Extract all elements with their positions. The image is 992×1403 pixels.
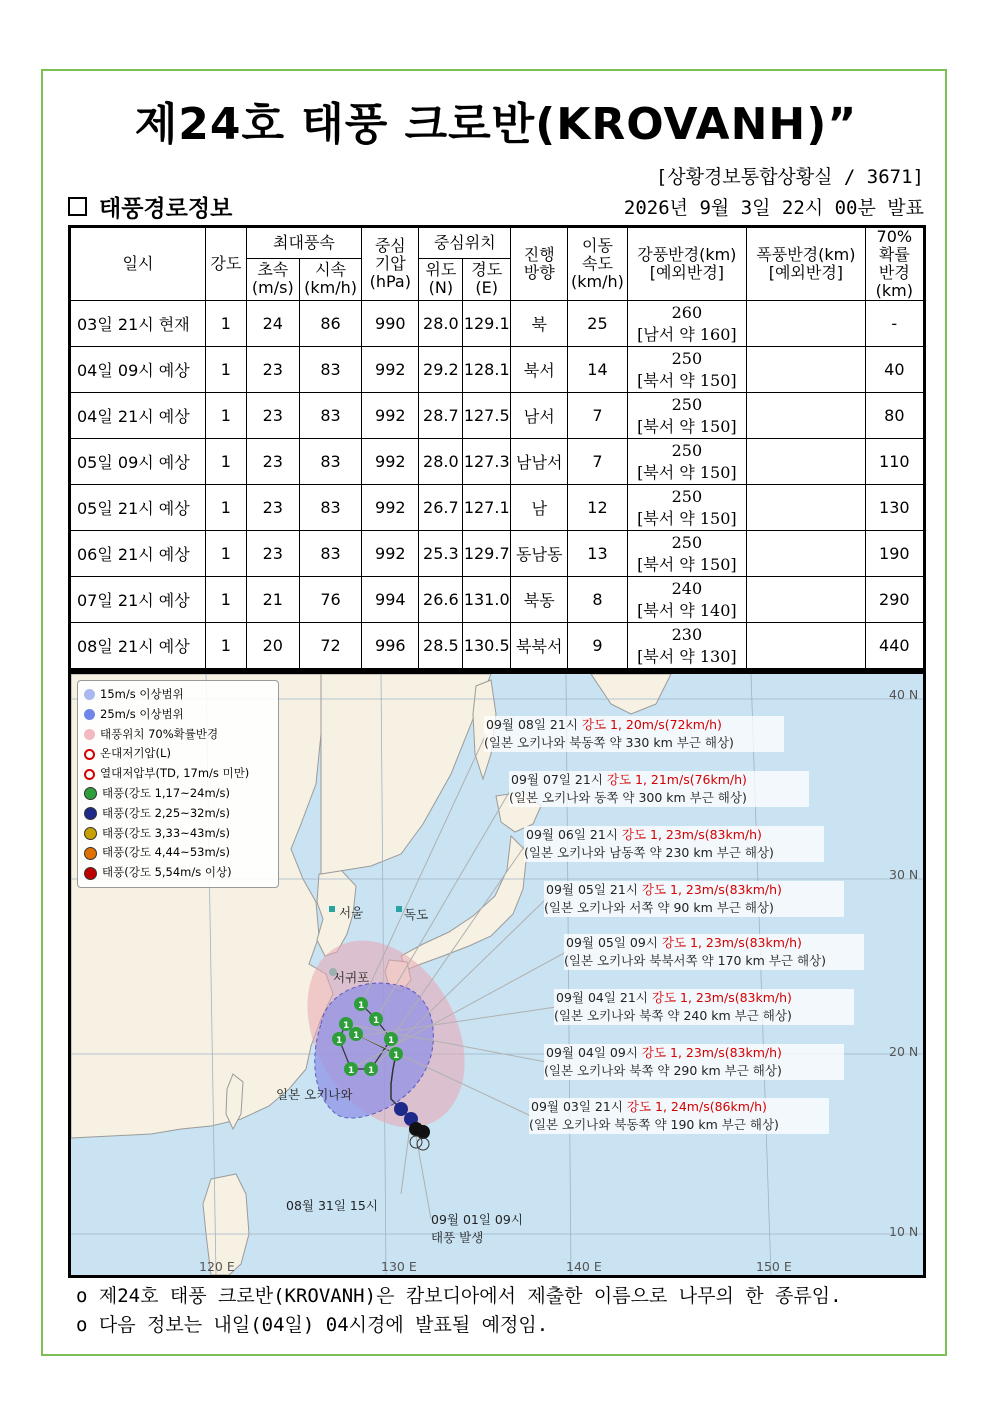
table-row [70,439,925,485]
cell-direction: 남 [511,485,568,531]
source-office: [상황경보통합상황실 / 3671] [655,166,924,188]
lat-label: 20 N [889,1044,919,1059]
cell-wind-ms: 23 [246,439,299,485]
cell-gale-radius [627,485,747,531]
section-title: 태풍경로정보 [99,196,233,222]
typhoon-position-icon [354,997,368,1011]
header-lon: 경도 (E) [463,258,511,300]
legend-item [84,685,272,705]
cell-prob-radius: - [865,301,924,347]
forecast-label-time: 09월 05일 21시 강도 1, 23m/s(83km/h) [546,882,782,897]
note-item: o 다음 정보는 내일(04일) 04시경에 발표될 예정임. [76,1314,549,1336]
cell-lon: 129.1 [463,301,511,347]
cell-pressure: 992 [362,485,419,531]
cell-time: 08일 21시 예상 [70,623,206,670]
forecast-label-time: 09월 08일 21시 강도 1, 20m/s(72km/h) [486,717,722,732]
cell-prob-radius: 440 [865,623,924,670]
legend-item [84,764,272,784]
cell-time: 04일 09시 예상 [70,347,206,393]
gale-value: 250 [671,394,703,414]
gale-value: 260 [671,302,703,322]
legend-typhoon-icon [84,787,97,800]
forecast-label-location: (일본 오키나와 서쪽 약 90 km 부근 해상) [544,900,774,915]
cell-lon: 130.5 [463,623,511,670]
gale-exception: [북서 약 150] [637,554,737,574]
forecast-label-location: (일본 오키나와 북동쪽 약 190 km 부근 해상) [529,1117,779,1132]
cell-storm-radius [747,577,866,623]
track-table [68,225,926,671]
land-kamchatka [591,674,671,714]
typhoon-position-icon [344,1062,358,1076]
cell-pressure: 996 [362,623,419,670]
page-title: 제24호 태풍 크로반(KROVANH)” [134,99,858,150]
legend-item [84,744,272,764]
cell-storm-radius [747,301,866,347]
cell-prob-radius: 130 [865,485,924,531]
place-seogwipo: 서귀포 [333,970,370,985]
legend-label: 태풍(강도 2,25~32m/s) [102,805,231,820]
cell-gale-radius [627,439,747,485]
svg-text:1: 1 [336,1036,343,1046]
cell-gale-radius [627,531,747,577]
cell-prob-radius: 40 [865,347,924,393]
dokdo-marker [396,906,402,912]
legend-label: 태풍(강도 3,33~43m/s) [102,825,231,840]
header-storm-radius: 폭풍반경(km) [예외반경] [747,227,866,301]
gale-value: 250 [671,486,703,506]
legend-typhoon-icon [84,847,97,860]
gale-value: 230 [671,624,703,644]
cell-speed: 7 [568,393,627,439]
cell-storm-radius [747,393,866,439]
cell-lat: 28.0 [419,301,463,347]
past-label: 09월 01일 09시 [431,1212,523,1227]
table-row [70,393,925,439]
table-row [70,301,925,347]
cell-storm-radius [747,531,866,577]
cell-time: 04일 21시 예상 [70,393,206,439]
forecast-label-intensity: 강도 1, 23m/s(83km/h) [641,882,782,897]
past-typhoon-icon [394,1102,408,1116]
legend-typhoon-icon [84,867,97,880]
cell-direction: 북북서 [511,623,568,670]
forecast-label-intensity: 강도 1, 23m/s(83km/h) [661,935,802,950]
cell-storm-radius [747,347,866,393]
cell-speed: 7 [568,439,627,485]
cell-lat: 28.7 [419,393,463,439]
typhoon-position-icon [389,1047,403,1061]
cell-direction: 북서 [511,347,568,393]
legend-circle [84,729,95,740]
past-label: 08월 31일 15시 [286,1198,378,1213]
forecast-label-time: 09월 03일 21시 강도 1, 24m/s(86km/h) [531,1099,767,1114]
typhoon-position-icon [332,1032,346,1046]
svg-text:1: 1 [358,1001,365,1011]
legend-item [84,705,272,725]
gale-value: 250 [671,440,703,460]
forecast-labels [484,716,864,1134]
cell-direction: 북동 [511,577,568,623]
cell-storm-radius [747,439,866,485]
gale-value: 240 [671,578,703,598]
legend-circle [84,709,95,720]
cell-lat: 25.3 [419,531,463,577]
forecast-label-location: (일본 오키나와 북북서쪽 약 170 km 부근 해상) [564,953,826,968]
cell-gale-radius [627,347,747,393]
svg-text:1: 1 [348,1066,355,1076]
place-dokdo: 독도 [404,907,429,922]
cell-prob-radius: 190 [865,531,924,577]
forecast-label-time: 09월 07일 21시 강도 1, 21m/s(76km/h) [511,772,747,787]
legend-item [84,784,272,804]
cell-pressure: 992 [362,347,419,393]
header-lat: 위도 (N) [419,258,463,300]
svg-text:1: 1 [343,1021,350,1031]
svg-text:1: 1 [388,1036,395,1046]
cell-wind-kmh: 83 [299,485,361,531]
cell-speed: 12 [568,485,627,531]
legend-label: 15m/s 이상범위 [100,687,184,701]
header-wind-kmh: 시속 (km/h) [299,258,361,300]
cell-prob-radius: 110 [865,439,924,485]
lat-label: 40 N [889,687,919,702]
cell-lat: 29.2 [419,347,463,393]
past-label: 태풍 발생 [431,1230,484,1245]
legend-extratropical-icon [84,749,95,760]
land-russia-east [321,674,491,874]
header-time: 일시 [70,227,206,301]
gale-exception: [북서 약 130] [637,646,737,666]
forecast-label-time: 09월 04일 21시 강도 1, 23m/s(83km/h) [556,990,792,1005]
forecast-label-intensity: 강도 1, 23m/s(83km/h) [621,827,762,842]
gale-exception: [북서 약 150] [637,508,737,528]
cell-pressure: 992 [362,531,419,577]
cell-wind-ms: 23 [246,393,299,439]
cell-lon: 129.7 [463,531,511,577]
legend-label: 태풍(강도 1,17~24m/s) [102,785,231,800]
legend-label: 태풍위치 70%확률반경 [100,726,219,741]
cell-lat: 28.5 [419,623,463,670]
forecast-label-time: 09월 06일 21시 강도 1, 23m/s(83km/h) [526,827,762,842]
header-pressure: 중심 기압 (hPa) [362,227,419,301]
cell-pressure: 990 [362,301,419,347]
land-honshu [401,836,527,970]
lon-label: 150 E [756,1259,792,1274]
svg-text:1: 1 [373,1016,380,1026]
cell-wind-kmh: 83 [299,439,361,485]
gale-value: 250 [671,348,703,368]
cell-time: 07일 21시 예상 [70,577,206,623]
cell-wind-kmh: 86 [299,301,361,347]
section-heading [68,190,232,223]
place-okinawa: 일본 오키나와 [276,1087,353,1102]
cell-wind-kmh: 72 [299,623,361,670]
legend-item [84,824,272,844]
forecast-label-intensity: 강도 1, 23m/s(83km/h) [641,1045,782,1060]
table-row [70,531,925,577]
lat-label: 30 N [889,867,919,882]
cell-wind-ms: 23 [246,531,299,577]
cell-direction: 남남서 [511,439,568,485]
gale-exception: [북서 약 150] [637,462,737,482]
cell-intensity: 1 [205,623,246,670]
table-row [70,485,925,531]
cell-wind-ms: 23 [246,347,299,393]
header-direction: 진행 방향 [511,227,568,301]
header-gale-radius: 강풍반경(km) [예외반경] [627,227,747,301]
gale-exception: [북서 약 150] [637,370,737,390]
cell-prob-radius: 80 [865,393,924,439]
svg-text:1: 1 [393,1051,400,1061]
cell-intensity: 1 [205,531,246,577]
cell-pressure: 992 [362,439,419,485]
legend-item [84,804,272,824]
gale-exception: [북서 약 150] [637,416,737,436]
cell-lon: 131.0 [463,577,511,623]
legend-typhoon-icon [84,827,97,840]
table-row [70,623,925,670]
cell-lon: 127.1 [463,485,511,531]
cell-wind-kmh: 83 [299,531,361,577]
cell-wind-ms: 23 [246,485,299,531]
cell-gale-radius [627,623,747,670]
typhoon-position-icon [339,1017,353,1031]
lon-label: 140 E [566,1259,602,1274]
cell-lat: 28.0 [419,439,463,485]
legend-typhoon-icon [84,807,97,820]
place-seoul: 서울 [339,905,364,920]
legend-item [84,725,272,745]
legend-label: 태풍(강도 5,54m/s 이상) [102,865,232,880]
cell-time: 06일 21시 예상 [70,531,206,577]
cell-intensity: 1 [205,439,246,485]
cell-time: 05일 09시 예상 [70,439,206,485]
legend-td-icon [84,769,95,780]
legend-item [84,863,272,883]
forecast-label-intensity: 강도 1, 23m/s(83km/h) [651,990,792,1005]
legend-circle [84,689,95,700]
track-map [68,671,926,1278]
typhoon-position-icon [384,1032,398,1046]
cell-wind-ms: 20 [246,623,299,670]
header-prob-radius: 70% 확률 반경 (km) [865,227,924,301]
cell-speed: 9 [568,623,627,670]
forecast-label-intensity: 강도 1, 20m/s(72km/h) [581,717,722,732]
legend-label: 열대저압부(TD, 17m/s 미만) [100,766,250,781]
lon-label: 130 E [381,1259,417,1274]
cell-pressure: 992 [362,393,419,439]
forecast-label-location: (일본 오키나와 동쪽 약 300 km 부근 해상) [509,790,747,805]
cell-wind-kmh: 83 [299,393,361,439]
header-intensity: 강도 [205,227,246,301]
typhoon-position-icon [364,1062,378,1076]
legend-label: 25m/s 이상범위 [100,706,184,721]
cell-intensity: 1 [205,301,246,347]
cell-gale-radius [627,577,747,623]
cell-speed: 14 [568,347,627,393]
cell-speed: 13 [568,531,627,577]
legend-label: 온대저기압(L) [100,746,171,761]
cell-intensity: 1 [205,393,246,439]
cell-speed: 8 [568,577,627,623]
gale-value: 250 [671,532,703,552]
forecast-label-intensity: 강도 1, 21m/s(76km/h) [606,772,747,787]
forecast-label-location: (일본 오키나와 남동쪽 약 230 km 부근 해상) [524,845,774,860]
cell-wind-ms: 21 [246,577,299,623]
forecast-label-location: (일본 오키나와 북쪽 약 290 km 부근 해상) [544,1063,782,1078]
cell-time: 03일 21시 현재 [70,301,206,347]
forecast-label-location: (일본 오키나와 북쪽 약 240 km 부근 해상) [554,1008,792,1023]
lon-label: 120 E [199,1259,235,1274]
seoul-marker [329,906,335,912]
cell-wind-kmh: 76 [299,577,361,623]
cell-storm-radius [747,623,866,670]
cell-gale-radius [627,393,747,439]
lat-label: 10 N [889,1224,919,1239]
table-row [70,577,925,623]
cell-pressure: 994 [362,577,419,623]
legend-item [84,843,272,863]
typhoon-position-icon [369,1012,383,1026]
forecast-label-time: 09월 04일 09시 강도 1, 23m/s(83km/h) [546,1045,782,1060]
cell-gale-radius [627,301,747,347]
forecast-label-location: (일본 오키나와 북동쪽 약 330 km 부근 해상) [484,735,734,750]
cell-direction: 동남동 [511,531,568,577]
header-speed: 이동 속도 (km/h) [568,227,627,301]
checkbox-icon [68,197,87,216]
cell-lon: 127.5 [463,393,511,439]
past-td-icon [417,1138,429,1150]
map-legend [77,680,279,888]
cell-time: 05일 21시 예상 [70,485,206,531]
svg-text:1: 1 [353,1031,360,1041]
cell-lat: 26.7 [419,485,463,531]
issue-time: 2026년 9월 3일 22시 00분 발표 [623,197,924,219]
legend-label: 태풍(강도 4,44~53m/s) [102,845,231,860]
cell-direction: 북 [511,301,568,347]
cell-wind-ms: 24 [246,301,299,347]
cell-lat: 26.6 [419,577,463,623]
cell-storm-radius [747,485,866,531]
typhoon-position-icon [349,1027,363,1041]
header-max-wind: 최대풍속 [246,227,361,259]
table-row [70,347,925,393]
cell-intensity: 1 [205,577,246,623]
cell-wind-kmh: 83 [299,347,361,393]
cell-intensity: 1 [205,347,246,393]
cell-speed: 25 [568,301,627,347]
note-item: o 제24호 태풍 크로반(KROVANH)은 캄보디아에서 제출한 이름으로 나무의 한 종류임. [76,1285,842,1307]
gale-exception: [남서 약 160] [637,324,737,344]
notes [76,1282,842,1340]
svg-text:1: 1 [368,1066,375,1076]
cell-lon: 127.3 [463,439,511,485]
cell-prob-radius: 290 [865,577,924,623]
forecast-label-intensity: 강도 1, 24m/s(86km/h) [626,1099,767,1114]
gale-exception: [북서 약 140] [637,600,737,620]
cell-lon: 128.1 [463,347,511,393]
cell-direction: 남서 [511,393,568,439]
forecast-label-time: 09월 05일 09시 강도 1, 23m/s(83km/h) [566,935,802,950]
header-center: 중심위치 [419,227,511,259]
cell-intensity: 1 [205,485,246,531]
header-wind-ms: 초속 (m/s) [246,258,299,300]
